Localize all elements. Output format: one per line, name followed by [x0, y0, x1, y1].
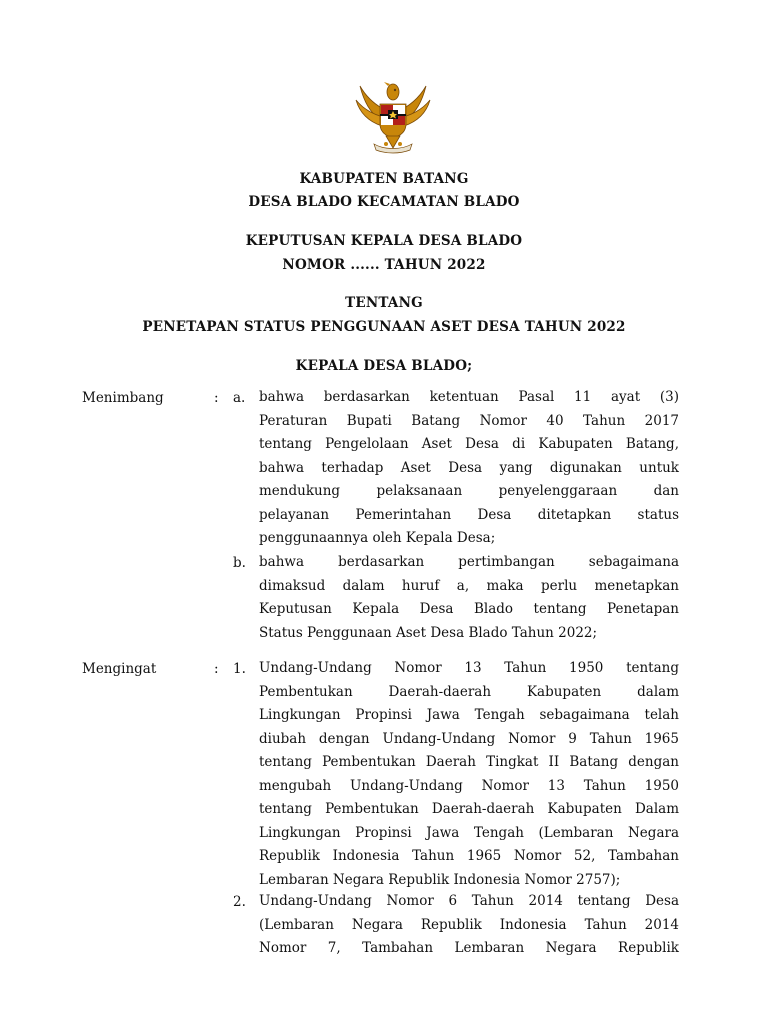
text-line: Pembentukan Daerah-daerah Kabupaten dalam: [259, 683, 679, 700]
text-line: Keputusan Kepala Desa Blado tentang Penetapan: [259, 601, 679, 617]
about-heading: TENTANG: [345, 295, 423, 311]
decree-title: KEPUTUSAN KEPALA DESA BLADO: [245, 233, 523, 249]
text-line: bahwa terhadap Aset Desa yang digunakan untuk: [259, 459, 679, 476]
mengingat-item-1: [259, 657, 679, 892]
menimbang-label: Menimbang: [82, 390, 164, 406]
mengingat-item-2: [259, 890, 679, 961]
mengingat-colon: :: [214, 661, 219, 677]
text-line: Republik Indonesia Tahun 1965 Nomor 52, Tambahan: [259, 848, 679, 864]
text-line: mendukung pelaksanaan penyelenggaraan dan: [259, 483, 679, 499]
text-line: bahwa berdasarkan pertimbangan sebagaimana: [259, 554, 679, 570]
garuda-emblem-icon: [350, 78, 436, 156]
text-line: Undang-Undang Nomor 6 Tahun 2014 tentang Desa: [259, 893, 679, 909]
text-line: Undang-Undang Nomor 13 Tahun 1950 tentang: [259, 660, 679, 676]
text-line: Peraturan Bupati Batang Nomor 40 Tahun 2017: [259, 412, 679, 429]
mengingat-marker-2: 2.: [233, 894, 246, 910]
mengingat-marker-1: 1.: [233, 661, 246, 677]
text-line: tentang Pengelolaan Aset Desa di Kabupaten Batang,: [259, 436, 679, 452]
text-line: diubah dengan Undang-Undang Nomor 9 Tahun 1965: [259, 730, 679, 747]
region-heading: KABUPATEN BATANG: [299, 171, 469, 187]
authority-heading: KEPALA DESA BLADO;: [295, 358, 473, 374]
text-line: Lingkungan Propinsi Jawa Tengah (Lembaran Negara: [259, 824, 679, 841]
text-line: tentang Pembentukan Daerah-daerah Kabupaten Dalam: [259, 801, 679, 817]
text-line: bahwa berdasarkan ketentuan Pasal 11 ayat (3): [259, 389, 679, 405]
menimbang-item-a: [259, 386, 679, 551]
mengingat-label: Mengingat: [82, 661, 157, 677]
menimbang-marker-a: a.: [233, 390, 246, 406]
menimbang-item-b: [259, 551, 679, 645]
text-line: dimaksud dalam huruf a, maka perlu menetapkan: [259, 577, 679, 594]
text-line: tentang Pembentukan Daerah Tingkat II Batang dengan: [259, 754, 679, 770]
text-line: Lembaran Negara Republik Indonesia Nomor 2757);: [259, 871, 621, 888]
subject-heading: PENETAPAN STATUS PENGGUNAAN ASET DESA TAHUN 2022: [142, 319, 626, 335]
text-line: Nomor 7, Tambahan Lembaran Negara Republik: [259, 940, 679, 956]
text-line: Status Penggunaan Aset Desa Blado Tahun 2022;: [259, 624, 598, 641]
decree-number: NOMOR ...... TAHUN 2022: [282, 257, 486, 273]
village-heading: DESA BLADO KECAMATAN BLADO: [248, 194, 520, 210]
text-line: (Lembaran Negara Republik Indonesia Tahun 2014: [259, 916, 679, 933]
text-line: penggunaannya oleh Kepala Desa;: [259, 530, 496, 546]
menimbang-marker-b: b.: [233, 555, 246, 571]
text-line: mengubah Undang-Undang Nomor 13 Tahun 1950: [259, 777, 679, 794]
text-line: pelayanan Pemerintahan Desa ditetapkan status: [259, 506, 679, 523]
text-line: Lingkungan Propinsi Jawa Tengah sebagaimana telah: [259, 707, 679, 723]
menimbang-colon: :: [214, 390, 219, 406]
